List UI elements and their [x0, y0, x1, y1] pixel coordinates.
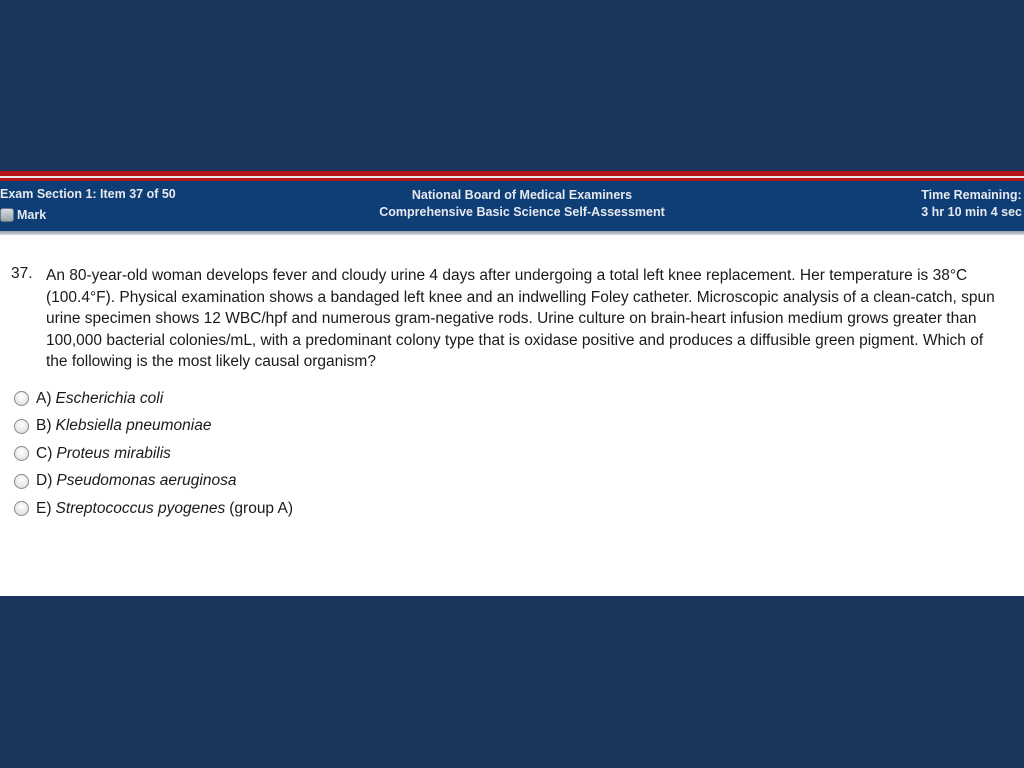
radio-button[interactable] [14, 501, 29, 516]
answer-option-e[interactable] [14, 495, 293, 523]
option-text: Klebsiella pneumoniae [55, 417, 212, 435]
answer-options [14, 385, 293, 523]
option-text: Streptococcus pyogenes [55, 499, 226, 517]
radio-button[interactable] [14, 474, 29, 489]
radio-button[interactable] [14, 446, 29, 461]
org-title: National Board of Medical Examiners [411, 188, 633, 202]
option-text: Escherichia coli [55, 389, 164, 407]
exam-header [0, 181, 1024, 231]
option-letter: D) [36, 472, 53, 490]
radio-button[interactable] [14, 419, 29, 434]
option-letter: E) [36, 499, 52, 517]
time-remaining-value: 3 hr 10 min 4 sec [921, 205, 1022, 219]
answer-option-a[interactable] [14, 385, 293, 413]
question-panel [0, 235, 1024, 596]
question-number: 37. [11, 265, 33, 282]
mark-label: Mark [17, 208, 47, 222]
timer [921, 187, 1022, 221]
option-text: Pseudomonas aeruginosa [56, 472, 237, 490]
answer-option-d[interactable] [14, 468, 293, 496]
answer-option-c[interactable] [14, 440, 293, 468]
time-remaining-label: Time Remaining: [921, 188, 1022, 202]
item-counter: Exam Section 1: Item 37 of 50 [0, 187, 176, 201]
option-letter: A) [36, 389, 52, 407]
radio-button[interactable] [14, 391, 29, 406]
option-suffix: (group A) [229, 499, 294, 517]
exam-title: Comprehensive Basic Science Self-Assessment [379, 205, 665, 219]
option-text: Proteus mirabilis [56, 444, 171, 462]
question-stem: An 80-year-old woman develops fever and cloudy urine 4 days after undergoing a total left knee replacement. Her temperature is 38°C (100.4°F). Physical examination shows a bandaged left knee and an indwelling Foley catheter. Microscopic analysis of a clean-catch, spun urine specimen shows 12 WBC/hpf and numerous gram-negative rods. Urine culture on brain-heart infusion medium grows greater than 100,000 bacterial colonies/mL, with a predominant colony type that is oxidase positive and produces a diffusible green pigment. Which of the following is the most likely causal organism? [46, 267, 995, 370]
exam-title-block [0, 187, 1024, 221]
option-letter: B) [36, 417, 52, 435]
option-letter: C) [36, 444, 53, 462]
answer-option-b[interactable] [14, 413, 293, 441]
